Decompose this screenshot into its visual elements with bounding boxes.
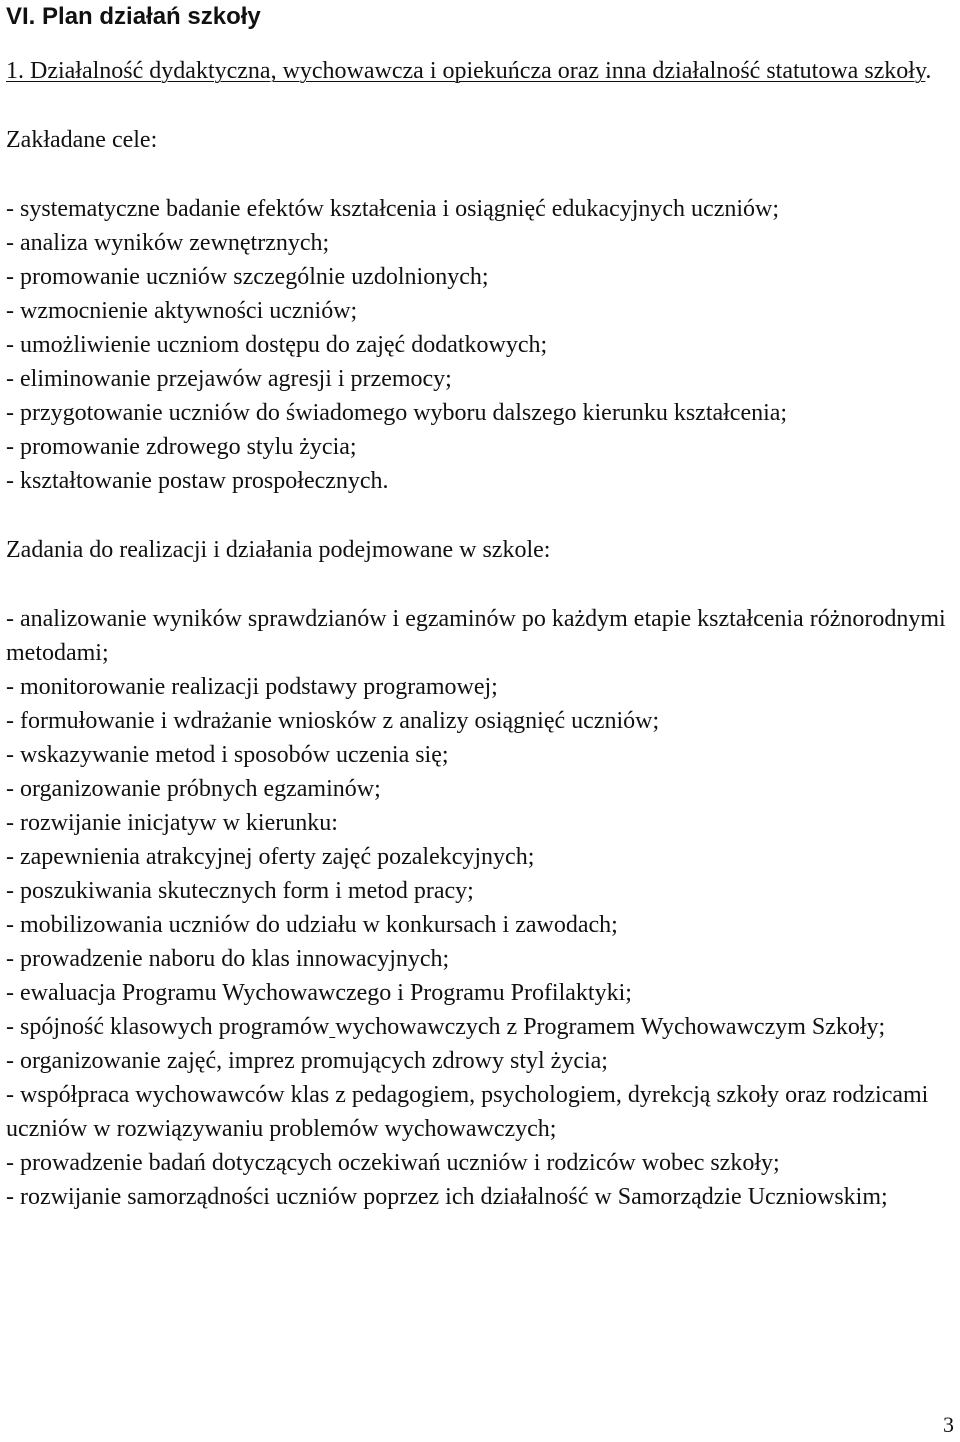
goal-item: - analiza wyników zewnętrznych; (6, 230, 330, 256)
goal-item: - promowanie zdrowego stylu życia; (6, 434, 357, 460)
tasks-list (6, 602, 956, 1214)
task-item: - organizowanie zajęć, imprez promujących zdrowy styl życia; (6, 1048, 608, 1074)
section-title: VI. Plan działań szkoły (6, 3, 261, 30)
task-item: - wskazywanie metod i sposobów uczenia się; (6, 742, 449, 768)
task-item: - analizowanie wyników sprawdzianów i egzaminów po każdym etapie kształcenia różnorodnymi metodami; (6, 606, 946, 666)
goal-item: - eliminowanie przejawów agresji i przemocy; (6, 366, 452, 392)
task-item: - monitorowanie realizacji podstawy programowej; (6, 674, 498, 700)
task-item: - formułowanie i wdrażanie wniosków z analizy osiągnięć uczniów; (6, 708, 660, 734)
subsection-title-text: 1. Działalność dydaktyczna, wychowawcza i opiekuńcza oraz inna działalność statutowa szkoły (6, 58, 926, 84)
document-page (6, 0, 956, 1214)
goal-item: - przygotowanie uczniów do świadomego wyboru dalszego kierunku kształcenia; (6, 400, 788, 426)
task-item: - poszukiwania skutecznych form i metod pracy; (6, 878, 474, 904)
goals-label: Zakładane cele: (6, 127, 158, 153)
task-item-programs-part2: wychowawczych z Programem Wychowawczym Szkoły; (335, 1014, 886, 1040)
task-item-programs (6, 1010, 956, 1044)
task-item: - współpraca wychowawców klas z pedagogiem, psychologiem, dyrekcją szkoły oraz rodzicami uczniów w rozwiązywaniu problemów wychowawczych; (6, 1082, 929, 1142)
page-number: 3 (943, 1412, 954, 1437)
task-item-programs-part1: - spójność klasowych programów (6, 1014, 330, 1040)
subsection-title (6, 54, 941, 88)
goal-item: - umożliwienie uczniom dostępu do zajęć dodatkowych; (6, 332, 548, 358)
goal-item: - kształtowanie postaw prospołecznych. (6, 468, 389, 494)
task-item: - rozwijanie samorządności uczniów poprzez ich działalność w Samorządzie Uczniowskim; (6, 1184, 888, 1210)
task-item: - organizowanie próbnych egzaminów; (6, 776, 381, 802)
task-item: - ewaluacja Programu Wychowawczego i Programu Profilaktyki; (6, 980, 632, 1006)
goal-item: - promowanie uczniów szczególnie uzdolnionych; (6, 264, 489, 290)
goal-item: - systematyczne badanie efektów kształcenia i osiągnięć edukacyjnych uczniów; (6, 196, 780, 222)
goal-item: - wzmocnienie aktywności uczniów; (6, 298, 358, 324)
task-item: - rozwijanie inicjatyw w kierunku: (6, 810, 338, 836)
subsection-title-period: . (925, 58, 932, 84)
goals-list (6, 192, 956, 498)
task-item: - zapewnienia atrakcyjnej oferty zajęć pozalekcyjnych; (6, 844, 535, 870)
task-item: - prowadzenie naboru do klas innowacyjnych; (6, 946, 450, 972)
task-item: - prowadzenie badań dotyczących oczekiwań uczniów i rodziców wobec szkoły; (6, 1150, 780, 1176)
tasks-label: Zadania do realizacji i działania podejmowane w szkole: (6, 537, 551, 563)
task-item: - mobilizowania uczniów do udziału w konkursach i zawodach; (6, 912, 618, 938)
